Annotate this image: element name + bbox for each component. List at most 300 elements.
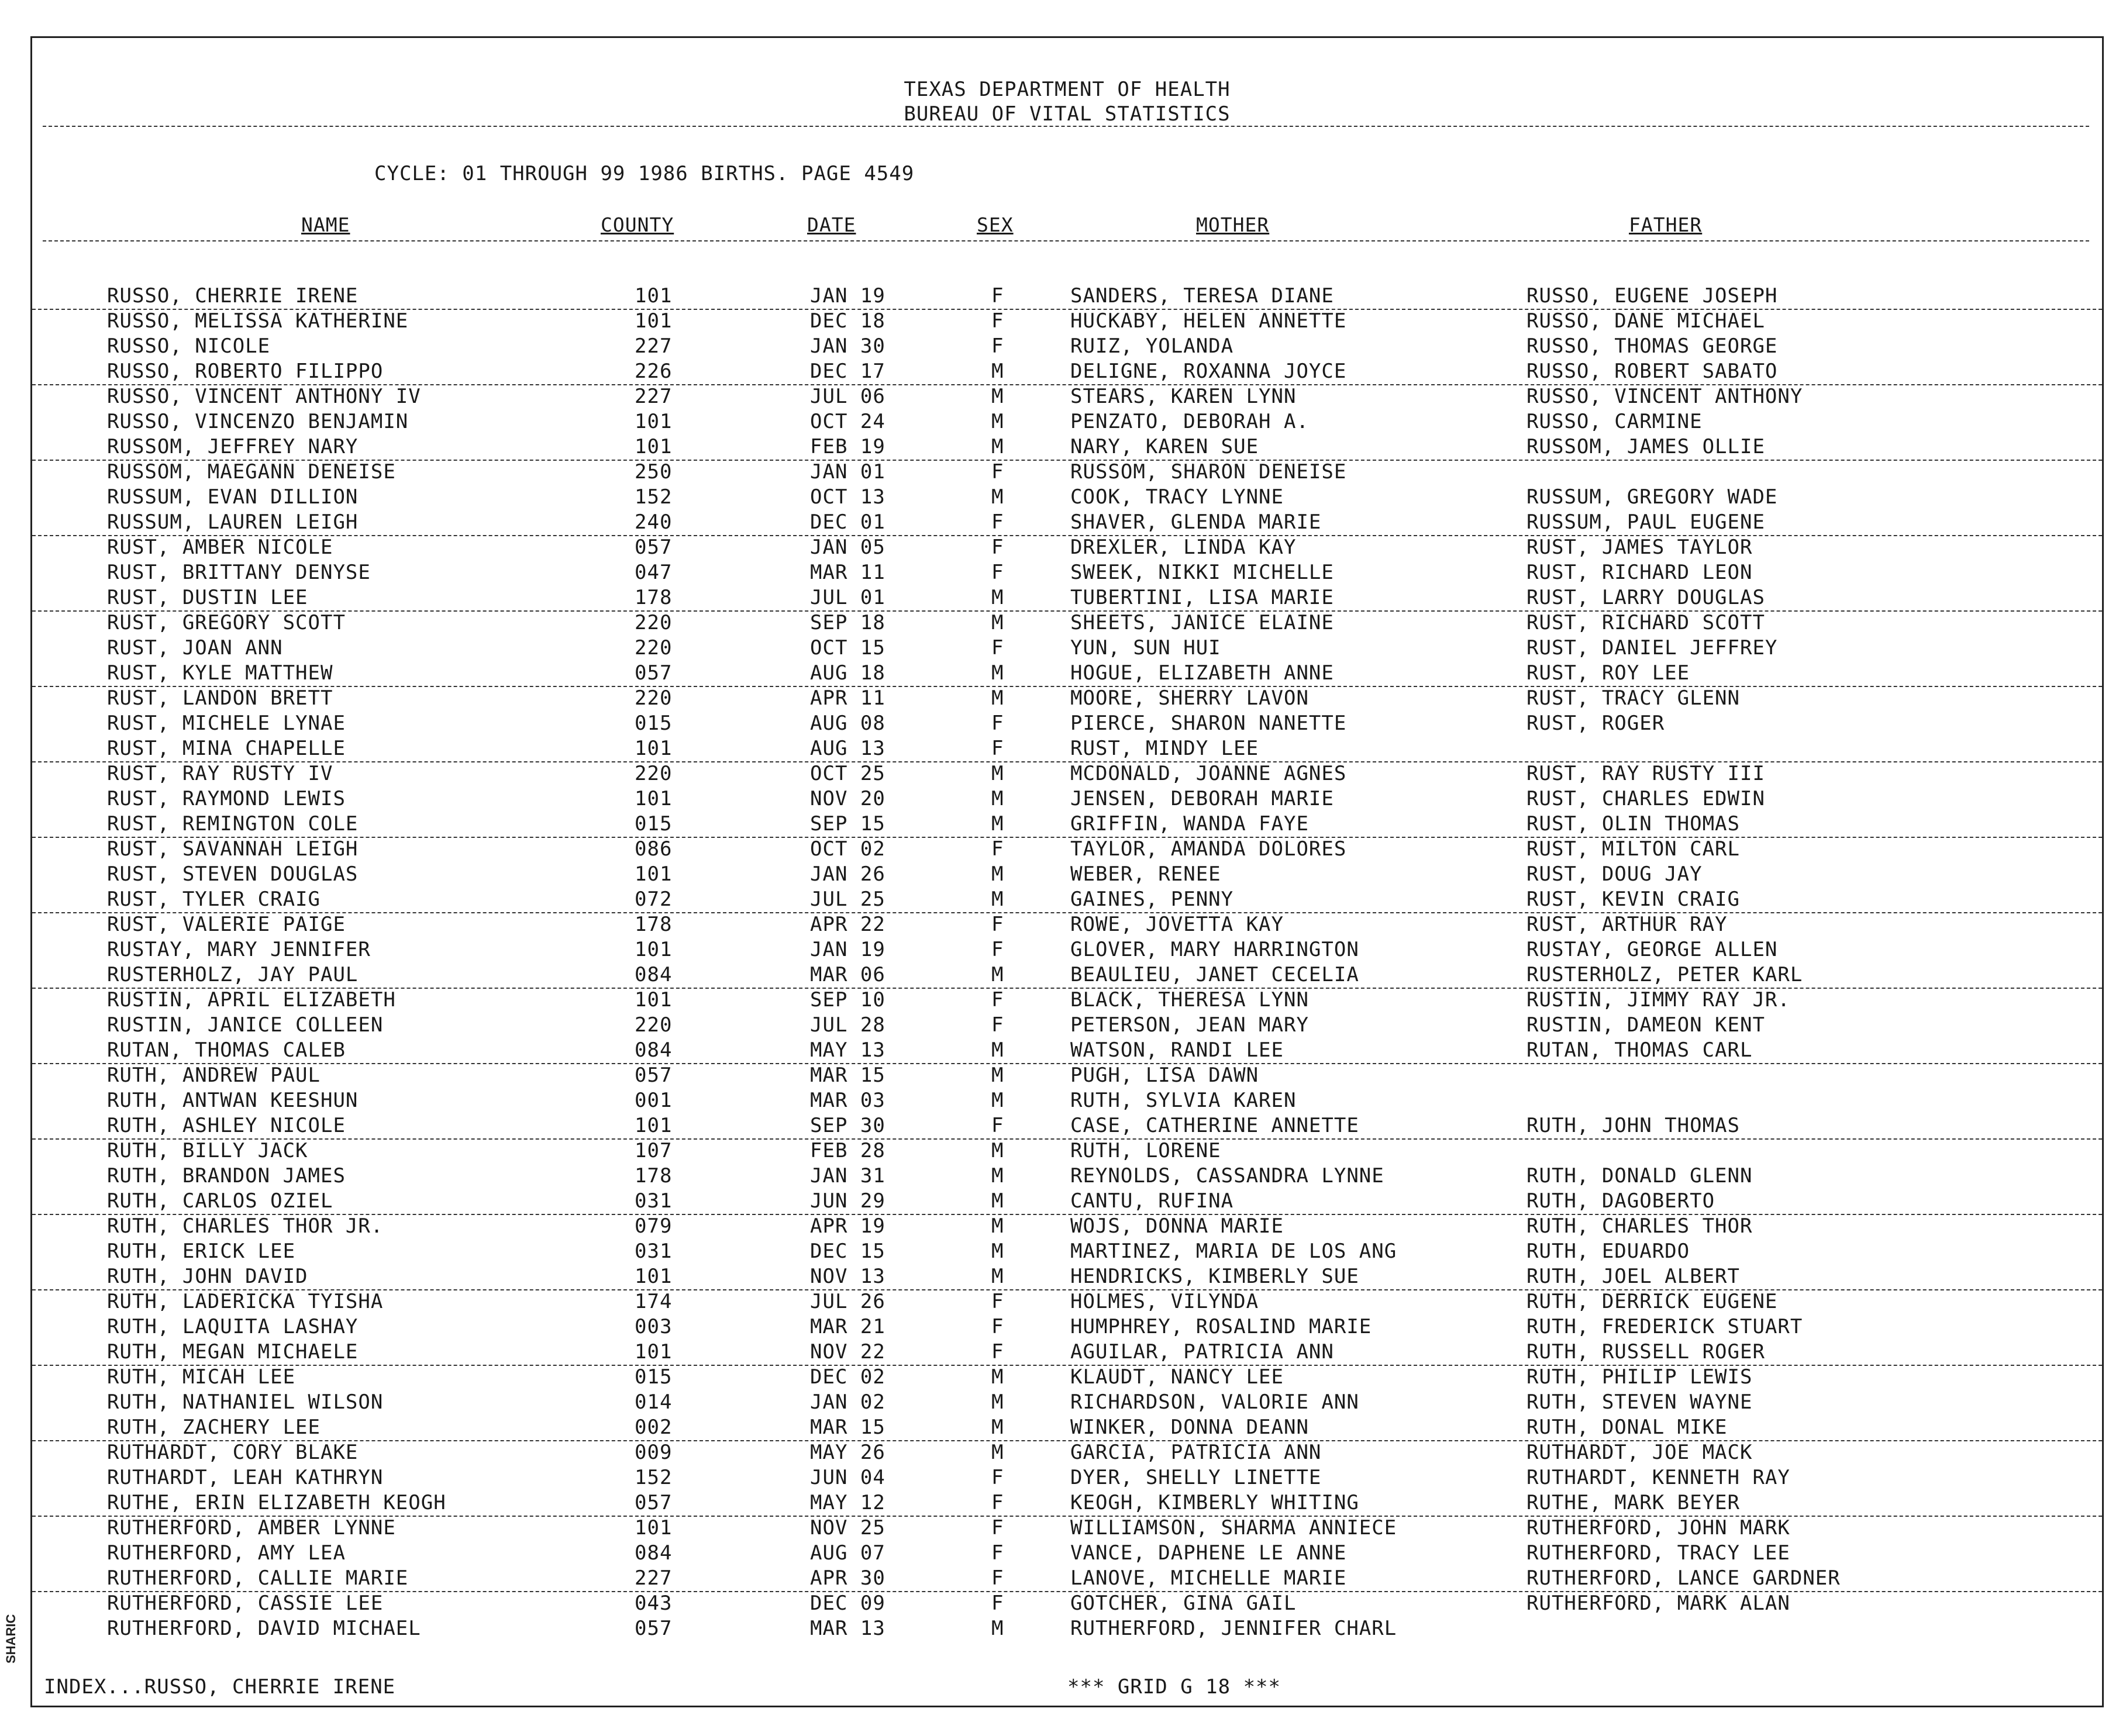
cell-sex: M	[991, 812, 1004, 836]
cell-name: RUSSO, MELISSA KATHERINE	[107, 309, 409, 333]
cell-name: RUTH, ERICK LEE	[107, 1240, 296, 1263]
cell-sex: F	[991, 712, 1004, 735]
cell-father: RUSTIN, JIMMY RAY JR.	[1527, 988, 1790, 1012]
cell-county: 043	[635, 1592, 673, 1615]
table-row	[32, 962, 2102, 989]
cell-county: 101	[635, 737, 673, 760]
table-row	[32, 334, 2102, 359]
cell-mother: MCDONALD, JOANNE AGNES	[1070, 762, 1347, 785]
cell-mother: WINKER, DONNA DEANN	[1070, 1416, 1309, 1439]
cell-date: JUL 25	[810, 888, 885, 911]
cell-name: RUTHERFORD, AMY LEA	[107, 1541, 346, 1565]
cell-date: JAN 31	[810, 1164, 885, 1188]
cell-sex: M	[991, 762, 1004, 785]
cell-mother: GRIFFIN, WANDA FAYE	[1070, 812, 1309, 836]
side-label: SHARIC	[4, 1614, 18, 1663]
cell-date: MAR 06	[810, 963, 885, 986]
table-row	[32, 1138, 2102, 1164]
cell-father: RUSTERHOLZ, PETER KARL	[1527, 963, 1803, 986]
cell-name: RUST, SAVANNAH LEIGH	[107, 837, 359, 861]
cell-name: RUSTIN, JANICE COLLEEN	[107, 1013, 384, 1037]
cell-name: RUTAN, THOMAS CALEB	[107, 1038, 346, 1062]
cell-name: RUSSO, VINCENZO BENJAMIN	[107, 410, 409, 433]
cell-father: RUTHERFORD, TRACY LEE	[1527, 1541, 1790, 1565]
cell-county: 009	[635, 1441, 673, 1464]
cell-county: 057	[635, 1064, 673, 1087]
cell-date: NOV 13	[810, 1265, 885, 1288]
cell-name: RUTH, ASHLEY NICOLE	[107, 1114, 346, 1137]
cell-father: RUTH, PHILIP LEWIS	[1527, 1365, 1753, 1389]
cell-date: MAR 21	[810, 1315, 885, 1338]
cell-date: MAR 15	[810, 1416, 885, 1439]
cell-name: RUTH, BRANDON JAMES	[107, 1164, 346, 1188]
table-row	[32, 460, 2102, 485]
cell-county: 003	[635, 1315, 673, 1338]
table-row	[32, 661, 2102, 687]
cell-name: RUST, RAY RUSTY IV	[107, 762, 333, 785]
cell-mother: JENSEN, DEBORAH MARIE	[1070, 787, 1334, 810]
cell-mother: PUGH, LISA DAWN	[1070, 1064, 1259, 1087]
cell-name: RUST, RAYMOND LEWIS	[107, 787, 346, 810]
cell-county: 101	[635, 787, 673, 810]
table-row	[32, 736, 2102, 762]
cell-county: 101	[635, 1265, 673, 1288]
cell-name: RUTHARDT, CORY BLAKE	[107, 1441, 359, 1464]
cell-father: RUTAN, THOMAS CARL	[1527, 1038, 1753, 1062]
cell-county: 220	[635, 611, 673, 634]
cell-father: RUST, KEVIN CRAIG	[1527, 888, 1740, 911]
cell-county: 084	[635, 1541, 673, 1565]
cell-sex: M	[991, 1416, 1004, 1439]
col-header-date: DATE	[807, 213, 856, 236]
cell-name: RUST, GREGORY SCOTT	[107, 611, 346, 634]
cell-county: 015	[635, 812, 673, 836]
cell-name: RUST, BRITTANY DENYSE	[107, 561, 371, 584]
cell-county: 101	[635, 862, 673, 886]
table-row	[32, 485, 2102, 510]
cell-father: RUTHERFORD, LANCE GARDNER	[1527, 1566, 1841, 1590]
table-row	[32, 610, 2102, 636]
cell-father: RUSSO, CARMINE	[1527, 410, 1703, 433]
cell-name: RUSSO, CHERRIE IRENE	[107, 284, 359, 308]
cell-name: RUTH, ANDREW PAUL	[107, 1064, 321, 1087]
cell-father: RUTH, FREDERICK STUART	[1527, 1315, 1803, 1338]
cell-mother: SHAVER, GLENDA MARIE	[1070, 510, 1322, 534]
cell-name: RUSSOM, JEFFREY NARY	[107, 435, 359, 458]
cell-date: DEC 01	[810, 510, 885, 534]
cell-mother: RUTHERFORD, JENNIFER CHARL	[1070, 1617, 1397, 1640]
cell-sex: F	[991, 309, 1004, 333]
table-row	[32, 1189, 2102, 1215]
cell-date: APR 11	[810, 686, 885, 710]
cell-name: RUTH, LADERICKA TYISHA	[107, 1290, 384, 1313]
cell-sex: M	[991, 435, 1004, 458]
cell-name: RUTH, MICAH LEE	[107, 1365, 296, 1389]
table-row	[32, 812, 2102, 838]
table-row	[32, 988, 2102, 1013]
cell-date: JUL 06	[810, 385, 885, 408]
table-row	[32, 1591, 2102, 1616]
cell-date: DEC 18	[810, 309, 885, 333]
cell-name: RUSTAY, MARY JENNIFER	[107, 938, 371, 961]
table-row	[32, 409, 2102, 434]
cell-name: RUTH, CHARLES THOR JR.	[107, 1214, 384, 1238]
cell-county: 031	[635, 1240, 673, 1263]
cell-date: NOV 22	[810, 1340, 885, 1364]
table-row	[32, 1465, 2102, 1490]
cell-mother: WEBER, RENEE	[1070, 862, 1221, 886]
table-row	[32, 1566, 2102, 1592]
table-row	[32, 837, 2102, 862]
cell-mother: RUST, MINDY LEE	[1070, 737, 1259, 760]
cell-county: 220	[635, 636, 673, 660]
table-row	[32, 284, 2102, 310]
cell-date: MAR 03	[810, 1089, 885, 1112]
cell-sex: M	[991, 1038, 1004, 1062]
cell-mother: GAINES, PENNY	[1070, 888, 1234, 911]
cell-name: RUSSUM, LAUREN LEIGH	[107, 510, 359, 534]
cell-name: RUST, MICHELE LYNAE	[107, 712, 346, 735]
cycle-line: CYCLE: 01 THROUGH 99 1986 BIRTHS. PAGE 4549	[374, 162, 915, 185]
cell-mother: YUN, SUN HUI	[1070, 636, 1221, 660]
cell-date: OCT 25	[810, 762, 885, 785]
table-row	[32, 887, 2102, 913]
cell-name: RUTH, ANTWAN KEESHUN	[107, 1089, 359, 1112]
cell-name: RUTH, NATHANIEL WILSON	[107, 1390, 384, 1414]
cell-county: 079	[635, 1214, 673, 1238]
cell-mother: GOTCHER, GINA GAIL	[1070, 1592, 1297, 1615]
cell-mother: REYNOLDS, CASSANDRA LYNNE	[1070, 1164, 1384, 1188]
cell-county: 057	[635, 1491, 673, 1514]
cell-sex: M	[991, 385, 1004, 408]
col-header-father: FATHER	[1629, 213, 1703, 236]
cell-sex: M	[991, 611, 1004, 634]
cell-date: JAN 05	[810, 536, 885, 559]
cell-sex: M	[991, 586, 1004, 609]
cell-county: 031	[635, 1189, 673, 1213]
cell-name: RUSSO, ROBERTO FILIPPO	[107, 360, 384, 383]
cell-county: 072	[635, 888, 673, 911]
cell-date: JUL 01	[810, 586, 885, 609]
cell-mother: TAYLOR, AMANDA DOLORES	[1070, 837, 1347, 861]
cell-date: SEP 15	[810, 812, 885, 836]
cell-father: RUST, ROGER	[1527, 712, 1665, 735]
cell-sex: F	[991, 284, 1004, 308]
cell-sex: M	[991, 1214, 1004, 1238]
cell-father: RUSSO, DANE MICHAEL	[1527, 309, 1765, 333]
cell-mother: SANDERS, TERESA DIANE	[1070, 284, 1334, 308]
cell-mother: DELIGNE, ROXANNA JOYCE	[1070, 360, 1347, 383]
cell-date: APR 22	[810, 913, 885, 936]
cell-date: JUN 29	[810, 1189, 885, 1213]
cell-date: OCT 02	[810, 837, 885, 861]
cell-county: 084	[635, 963, 673, 986]
cell-father: RUTHERFORD, MARK ALAN	[1527, 1592, 1790, 1615]
table-row	[32, 711, 2102, 736]
cell-date: DEC 09	[810, 1592, 885, 1615]
table-row	[32, 1013, 2102, 1038]
cell-sex: M	[991, 963, 1004, 986]
cell-date: OCT 15	[810, 636, 885, 660]
cell-county: 220	[635, 762, 673, 785]
table-row	[32, 1440, 2102, 1465]
cell-father: RUTH, DAGOBERTO	[1527, 1189, 1715, 1213]
cell-sex: F	[991, 938, 1004, 961]
cell-name: RUST, STEVEN DOUGLAS	[107, 862, 359, 886]
cell-date: MAR 13	[810, 1617, 885, 1640]
cell-sex: F	[991, 334, 1004, 358]
cell-date: FEB 28	[810, 1139, 885, 1162]
cell-county: 057	[635, 1617, 673, 1640]
cell-father: RUST, RICHARD LEON	[1527, 561, 1753, 584]
cell-mother: GLOVER, MARY HARRINGTON	[1070, 938, 1359, 961]
document-frame	[30, 36, 2104, 1707]
cell-father: RUST, DANIEL JEFFREY	[1527, 636, 1778, 660]
cell-mother: STEARS, KAREN LYNN	[1070, 385, 1297, 408]
cell-father: RUTHERFORD, JOHN MARK	[1527, 1516, 1790, 1540]
table-row	[32, 510, 2102, 536]
cell-sex: M	[991, 787, 1004, 810]
cell-mother: RUIZ, YOLANDA	[1070, 334, 1234, 358]
cell-mother: WILLIAMSON, SHARMA ANNIECE	[1070, 1516, 1397, 1540]
cell-mother: MOORE, SHERRY LAVON	[1070, 686, 1309, 710]
cell-sex: F	[991, 1466, 1004, 1489]
col-header-mother: MOTHER	[1196, 213, 1270, 236]
cell-date: AUG 08	[810, 712, 885, 735]
table-row	[32, 434, 2102, 461]
cell-sex: F	[991, 1541, 1004, 1565]
cell-sex: M	[991, 360, 1004, 383]
cell-county: 101	[635, 309, 673, 333]
cell-date: JUL 28	[810, 1013, 885, 1037]
cell-date: JAN 26	[810, 862, 885, 886]
cell-name: RUTH, ZACHERY LEE	[107, 1416, 321, 1439]
cell-sex: F	[991, 1516, 1004, 1540]
table-row	[32, 1365, 2102, 1390]
cell-sex: F	[991, 988, 1004, 1012]
cell-mother: LANOVE, MICHELLE MARIE	[1070, 1566, 1347, 1590]
table-row	[32, 937, 2102, 962]
cell-sex: M	[991, 661, 1004, 685]
cell-mother: CANTU, RUFINA	[1070, 1189, 1234, 1213]
cell-sex: M	[991, 410, 1004, 433]
cell-mother: DYER, SHELLY LINETTE	[1070, 1466, 1322, 1489]
cell-name: RUSSO, NICOLE	[107, 334, 271, 358]
cell-father: RUTHARDT, JOE MACK	[1527, 1441, 1753, 1464]
table-row	[32, 862, 2102, 887]
cell-date: MAR 11	[810, 561, 885, 584]
cell-date: MAY 13	[810, 1038, 885, 1062]
cell-date: AUG 07	[810, 1541, 885, 1565]
cell-date: SEP 10	[810, 988, 885, 1012]
cell-mother: ROWE, JOVETTA KAY	[1070, 913, 1284, 936]
table-row	[32, 384, 2102, 409]
table-row	[32, 535, 2102, 560]
cell-county: 250	[635, 460, 673, 484]
cell-sex: F	[991, 1566, 1004, 1590]
cell-date: AUG 13	[810, 737, 885, 760]
cell-mother: RICHARDSON, VALORIE ANN	[1070, 1390, 1359, 1414]
cell-county: 101	[635, 1340, 673, 1364]
cell-mother: HOLMES, VILYNDA	[1070, 1290, 1259, 1313]
table-row	[32, 1113, 2102, 1140]
cell-county: 101	[635, 435, 673, 458]
table-row	[32, 1415, 2102, 1441]
cell-mother: AGUILAR, PATRICIA ANN	[1070, 1340, 1334, 1364]
index-label: INDEX...RUSSO, CHERRIE IRENE	[44, 1675, 396, 1699]
cell-sex: F	[991, 460, 1004, 484]
cell-name: RUTHARDT, LEAH KATHRYN	[107, 1466, 384, 1489]
cell-county: 101	[635, 938, 673, 961]
cell-sex: F	[991, 737, 1004, 760]
cell-mother: PIERCE, SHARON NANETTE	[1070, 712, 1347, 735]
cell-county: 178	[635, 586, 673, 609]
table-row	[32, 786, 2102, 812]
cell-sex: M	[991, 1617, 1004, 1640]
cell-county: 174	[635, 1290, 673, 1313]
table-row	[32, 1164, 2102, 1189]
cell-father: RUTH, DERRICK EUGENE	[1527, 1290, 1778, 1313]
cell-father: RUSTAY, GEORGE ALLEN	[1527, 938, 1778, 961]
cell-father: RUTHE, MARK BEYER	[1527, 1491, 1740, 1514]
col-header-county: COUNTY	[601, 213, 674, 236]
cell-father: RUSSO, ROBERT SABATO	[1527, 360, 1778, 383]
cell-mother: DREXLER, LINDA KAY	[1070, 536, 1297, 559]
table-row	[32, 636, 2102, 661]
cell-father: RUTH, CHARLES THOR	[1527, 1214, 1753, 1238]
table-row	[32, 1264, 2102, 1290]
cell-county: 002	[635, 1416, 673, 1439]
cell-father: RUSSO, EUGENE JOSEPH	[1527, 284, 1778, 308]
table-row	[32, 309, 2102, 334]
cell-county: 227	[635, 334, 673, 358]
cell-date: AUG 18	[810, 661, 885, 685]
cell-name: RUTHERFORD, CALLIE MARIE	[107, 1566, 409, 1590]
table-row	[32, 1616, 2102, 1641]
table-row	[32, 1289, 2102, 1314]
cell-date: MAY 26	[810, 1441, 885, 1464]
cell-name: RUTH, JOHN DAVID	[107, 1265, 308, 1288]
cell-sex: F	[991, 1315, 1004, 1338]
cell-sex: M	[991, 686, 1004, 710]
cell-mother: HENDRICKS, KIMBERLY SUE	[1070, 1265, 1359, 1288]
cell-mother: KEOGH, KIMBERLY WHITING	[1070, 1491, 1359, 1514]
cell-date: JAN 30	[810, 334, 885, 358]
cell-name: RUST, REMINGTON COLE	[107, 812, 359, 836]
agency-title: TEXAS DEPARTMENT OF HEALTH	[904, 78, 1231, 101]
cell-date: DEC 02	[810, 1365, 885, 1389]
cell-father: RUSTIN, DAMEON KENT	[1527, 1013, 1765, 1037]
cell-name: RUST, AMBER NICOLE	[107, 536, 333, 559]
cell-name: RUST, KYLE MATTHEW	[107, 661, 333, 685]
bureau-title: BUREAU OF VITAL STATISTICS	[904, 102, 1231, 126]
table-row	[32, 761, 2102, 786]
cell-county: 015	[635, 712, 673, 735]
col-header-name: NAME	[301, 213, 350, 236]
cell-father: RUTH, EDUARDO	[1527, 1240, 1690, 1263]
cell-sex: M	[991, 1390, 1004, 1414]
table-row	[32, 686, 2102, 711]
cell-date: NOV 20	[810, 787, 885, 810]
cell-father: RUTH, JOHN THOMAS	[1527, 1114, 1740, 1137]
cell-father: RUST, DOUG JAY	[1527, 862, 1703, 886]
cell-date: DEC 17	[810, 360, 885, 383]
table-row	[32, 1214, 2102, 1239]
grid-label: *** GRID G 18 ***	[1067, 1675, 1281, 1699]
cell-mother: RUSSOM, SHARON DENEISE	[1070, 460, 1347, 484]
header-divider	[43, 126, 2089, 127]
cell-county: 086	[635, 837, 673, 861]
cell-name: RUTH, CARLOS OZIEL	[107, 1189, 333, 1213]
cell-sex: M	[991, 485, 1004, 509]
cell-mother: SWEEK, NIKKI MICHELLE	[1070, 561, 1334, 584]
cell-mother: TUBERTINI, LISA MARIE	[1070, 586, 1334, 609]
cell-sex: M	[991, 1189, 1004, 1213]
cell-county: 047	[635, 561, 673, 584]
cell-name: RUSSUM, EVAN DILLION	[107, 485, 359, 509]
cell-date: APR 19	[810, 1214, 885, 1238]
cell-name: RUSTERHOLZ, JAY PAUL	[107, 963, 359, 986]
cell-mother: SHEETS, JANICE ELAINE	[1070, 611, 1334, 634]
cell-county: 227	[635, 385, 673, 408]
cell-father: RUSSOM, JAMES OLLIE	[1527, 435, 1765, 458]
cell-sex: M	[991, 1265, 1004, 1288]
cell-date: DEC 15	[810, 1240, 885, 1263]
cell-name: RUST, VALERIE PAIGE	[107, 913, 346, 936]
cell-sex: F	[991, 536, 1004, 559]
cell-county: 220	[635, 1013, 673, 1037]
cell-father: RUTH, RUSSELL ROGER	[1527, 1340, 1765, 1364]
cell-father: RUSSUM, GREGORY WADE	[1527, 485, 1778, 509]
cell-sex: F	[991, 1592, 1004, 1615]
cell-sex: M	[991, 1064, 1004, 1087]
cell-mother: RUTH, SYLVIA KAREN	[1070, 1089, 1297, 1112]
cell-father: RUST, ROY LEE	[1527, 661, 1690, 685]
cell-mother: COOK, TRACY LYNNE	[1070, 485, 1284, 509]
cell-sex: F	[991, 837, 1004, 861]
cell-father: RUSSO, VINCENT ANTHONY	[1527, 385, 1803, 408]
cell-county: 101	[635, 988, 673, 1012]
cell-father: RUST, JAMES TAYLOR	[1527, 536, 1753, 559]
cell-name: RUST, TYLER CRAIG	[107, 888, 321, 911]
cell-county: 001	[635, 1089, 673, 1112]
col-header-sex: SEX	[977, 213, 1014, 236]
table-row	[32, 912, 2102, 937]
table-row	[32, 1490, 2102, 1517]
cell-county: 220	[635, 686, 673, 710]
cell-date: MAR 15	[810, 1064, 885, 1087]
cell-county: 057	[635, 661, 673, 685]
cell-date: FEB 19	[810, 435, 885, 458]
cell-name: RUTH, LAQUITA LASHAY	[107, 1315, 359, 1338]
cell-name: RUTHERFORD, AMBER LYNNE	[107, 1516, 396, 1540]
cell-county: 227	[635, 1566, 673, 1590]
table-row	[32, 1088, 2102, 1113]
cell-sex: M	[991, 1139, 1004, 1162]
cell-county: 101	[635, 1114, 673, 1137]
cell-date: NOV 25	[810, 1516, 885, 1540]
cell-father: RUTHARDT, KENNETH RAY	[1527, 1466, 1790, 1489]
cell-father: RUSSO, THOMAS GEORGE	[1527, 334, 1778, 358]
table-row	[32, 585, 2102, 612]
cell-mother: RUTH, LORENE	[1070, 1139, 1221, 1162]
cell-mother: HOGUE, ELIZABETH ANNE	[1070, 661, 1334, 685]
cell-sex: F	[991, 1491, 1004, 1514]
cell-county: 084	[635, 1038, 673, 1062]
cell-mother: WATSON, RANDI LEE	[1070, 1038, 1284, 1062]
table-row	[32, 1390, 2102, 1415]
cell-mother: BEAULIEU, JANET CECELIA	[1070, 963, 1359, 986]
